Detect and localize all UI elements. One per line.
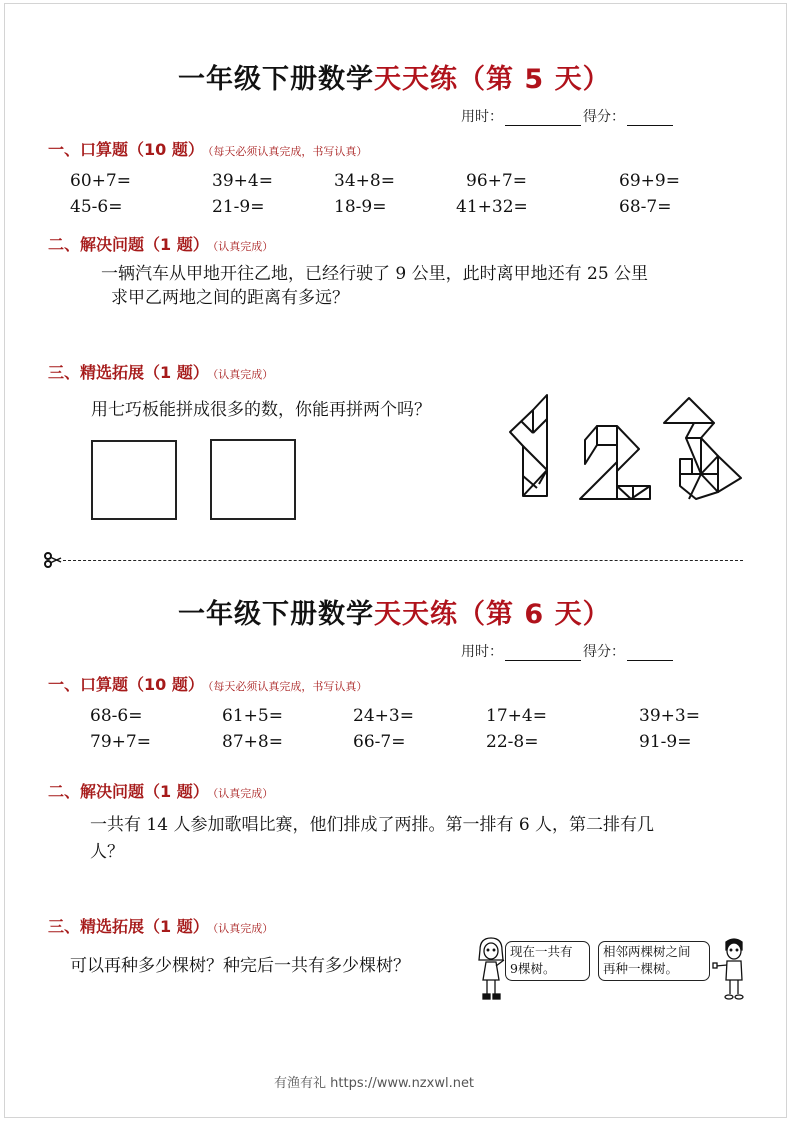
title-red-end: 天）: [554, 599, 611, 630]
tangram-digit-3-icon: [664, 398, 741, 499]
calc-item[interactable]: 91-9=: [639, 732, 692, 752]
section-heading-extension-day6: [48, 914, 273, 937]
calc-item[interactable]: 68-7=: [619, 197, 672, 217]
calc-item[interactable]: 34+8=: [334, 171, 395, 191]
speech-bubble-right: [598, 941, 710, 981]
score-blank[interactable]: [627, 646, 673, 661]
word-problem-line2: 求甲乙两地之间的距离有多远？: [111, 288, 349, 308]
calc-item[interactable]: 41+32=: [456, 197, 528, 217]
score-blank[interactable]: [627, 111, 673, 126]
time-score-line-day5: [461, 106, 675, 126]
extension-question: 可以再种多少棵树？种完后一共有多少棵树？: [70, 956, 410, 976]
calc-item[interactable]: 87+8=: [222, 732, 283, 752]
calc-item[interactable]: 96+7=: [466, 171, 527, 191]
calc-item[interactable]: 22-8=: [486, 732, 539, 752]
footer-watermark: 有渔有礼 https://www.nzxwl.net: [274, 1076, 475, 1091]
extension-question: 用七巧板能拼成很多的数，你能再拼两个吗？: [91, 400, 431, 420]
heading-note: （每天必须认真完成，书写认真）: [207, 680, 368, 693]
bubble-text: 9棵树。: [510, 961, 556, 976]
heading-note: （认真完成）: [212, 368, 274, 381]
heading-text: 一、口算题（10 题）: [48, 675, 204, 694]
word-problem-line1: 一共有 14 人参加歌唱比赛，他们排成了两排。第一排有 6 人，第二排有几: [90, 815, 655, 835]
heading-text: 一、口算题（10 题）: [48, 140, 204, 159]
section-heading-word-problem-day6: [48, 779, 273, 802]
heading-note: （认真完成）: [212, 787, 274, 800]
tangram-digit-1-icon: [510, 395, 547, 496]
calc-item[interactable]: 39+3=: [639, 706, 700, 726]
title-day-number: 6: [514, 599, 555, 630]
calc-item[interactable]: 45-6=: [70, 197, 123, 217]
section-heading-extension-day5: [48, 360, 273, 383]
calc-item[interactable]: 69+9=: [619, 171, 680, 191]
title-day-number: 5: [514, 64, 555, 95]
scissors-icon: [44, 551, 62, 569]
boy-cartoon-icon: [712, 936, 748, 1004]
time-blank[interactable]: [505, 646, 581, 661]
answer-box-1[interactable]: [91, 440, 177, 520]
title-red-end: 天）: [554, 64, 611, 95]
calc-item[interactable]: 21-9=: [212, 197, 265, 217]
heading-note: （认真完成）: [212, 922, 274, 935]
heading-note: （每天必须认真完成，书写认真）: [207, 145, 368, 158]
calc-item[interactable]: 39+4=: [212, 171, 273, 191]
bubble-text: 现在一共有: [510, 944, 573, 959]
worksheet-title-day6: [178, 592, 611, 631]
worksheet-title-day5: [178, 57, 611, 96]
score-label: 得分：: [583, 109, 625, 125]
calc-item[interactable]: 24+3=: [353, 706, 414, 726]
tangram-digit-2-icon: [580, 426, 650, 499]
title-text: 一年级下册数学: [178, 599, 374, 630]
speech-bubble-left: [505, 941, 590, 981]
heading-text: 三、精选拓展（1 题）: [48, 917, 209, 936]
title-text: 一年级下册数学: [178, 64, 374, 95]
time-score-line-day6: [461, 641, 675, 661]
calc-item[interactable]: 18-9=: [334, 197, 387, 217]
time-blank[interactable]: [505, 111, 581, 126]
heading-text: 三、精选拓展（1 题）: [48, 363, 209, 382]
calc-item[interactable]: 17+4=: [486, 706, 547, 726]
time-label: 用时：: [461, 109, 503, 125]
calc-item[interactable]: 79+7=: [90, 732, 151, 752]
title-red-text: 天天练（第: [374, 64, 514, 95]
heading-note: （认真完成）: [212, 240, 274, 253]
score-label: 得分：: [583, 644, 625, 660]
tangram-digits-figure: [505, 392, 745, 500]
calc-item[interactable]: 68-6=: [90, 706, 143, 726]
answer-box-2[interactable]: [210, 439, 296, 520]
heading-text: 二、解决问题（1 题）: [48, 782, 209, 801]
section-heading-word-problem-day5: [48, 232, 273, 255]
cut-line-divider: [63, 560, 743, 561]
calc-item[interactable]: 66-7=: [353, 732, 406, 752]
bubble-text: 相邻两棵树之间: [603, 944, 691, 959]
heading-text: 二、解决问题（1 题）: [48, 235, 209, 254]
section-heading-oral-calc-day6: [48, 672, 367, 695]
time-label: 用时：: [461, 644, 503, 660]
calc-item[interactable]: 60+7=: [70, 171, 131, 191]
title-red-text: 天天练（第: [374, 599, 514, 630]
bubble-text: 再种一棵树。: [603, 961, 679, 976]
section-heading-oral-calc-day5: [48, 137, 367, 160]
word-problem-line2: 人？: [90, 842, 124, 862]
girl-cartoon-icon: [476, 936, 506, 1004]
word-problem-line1: 一辆汽车从甲地开往乙地，已经行驶了 9 公里，此时离甲地还有 25 公里: [101, 264, 649, 284]
calc-item[interactable]: 61+5=: [222, 706, 283, 726]
